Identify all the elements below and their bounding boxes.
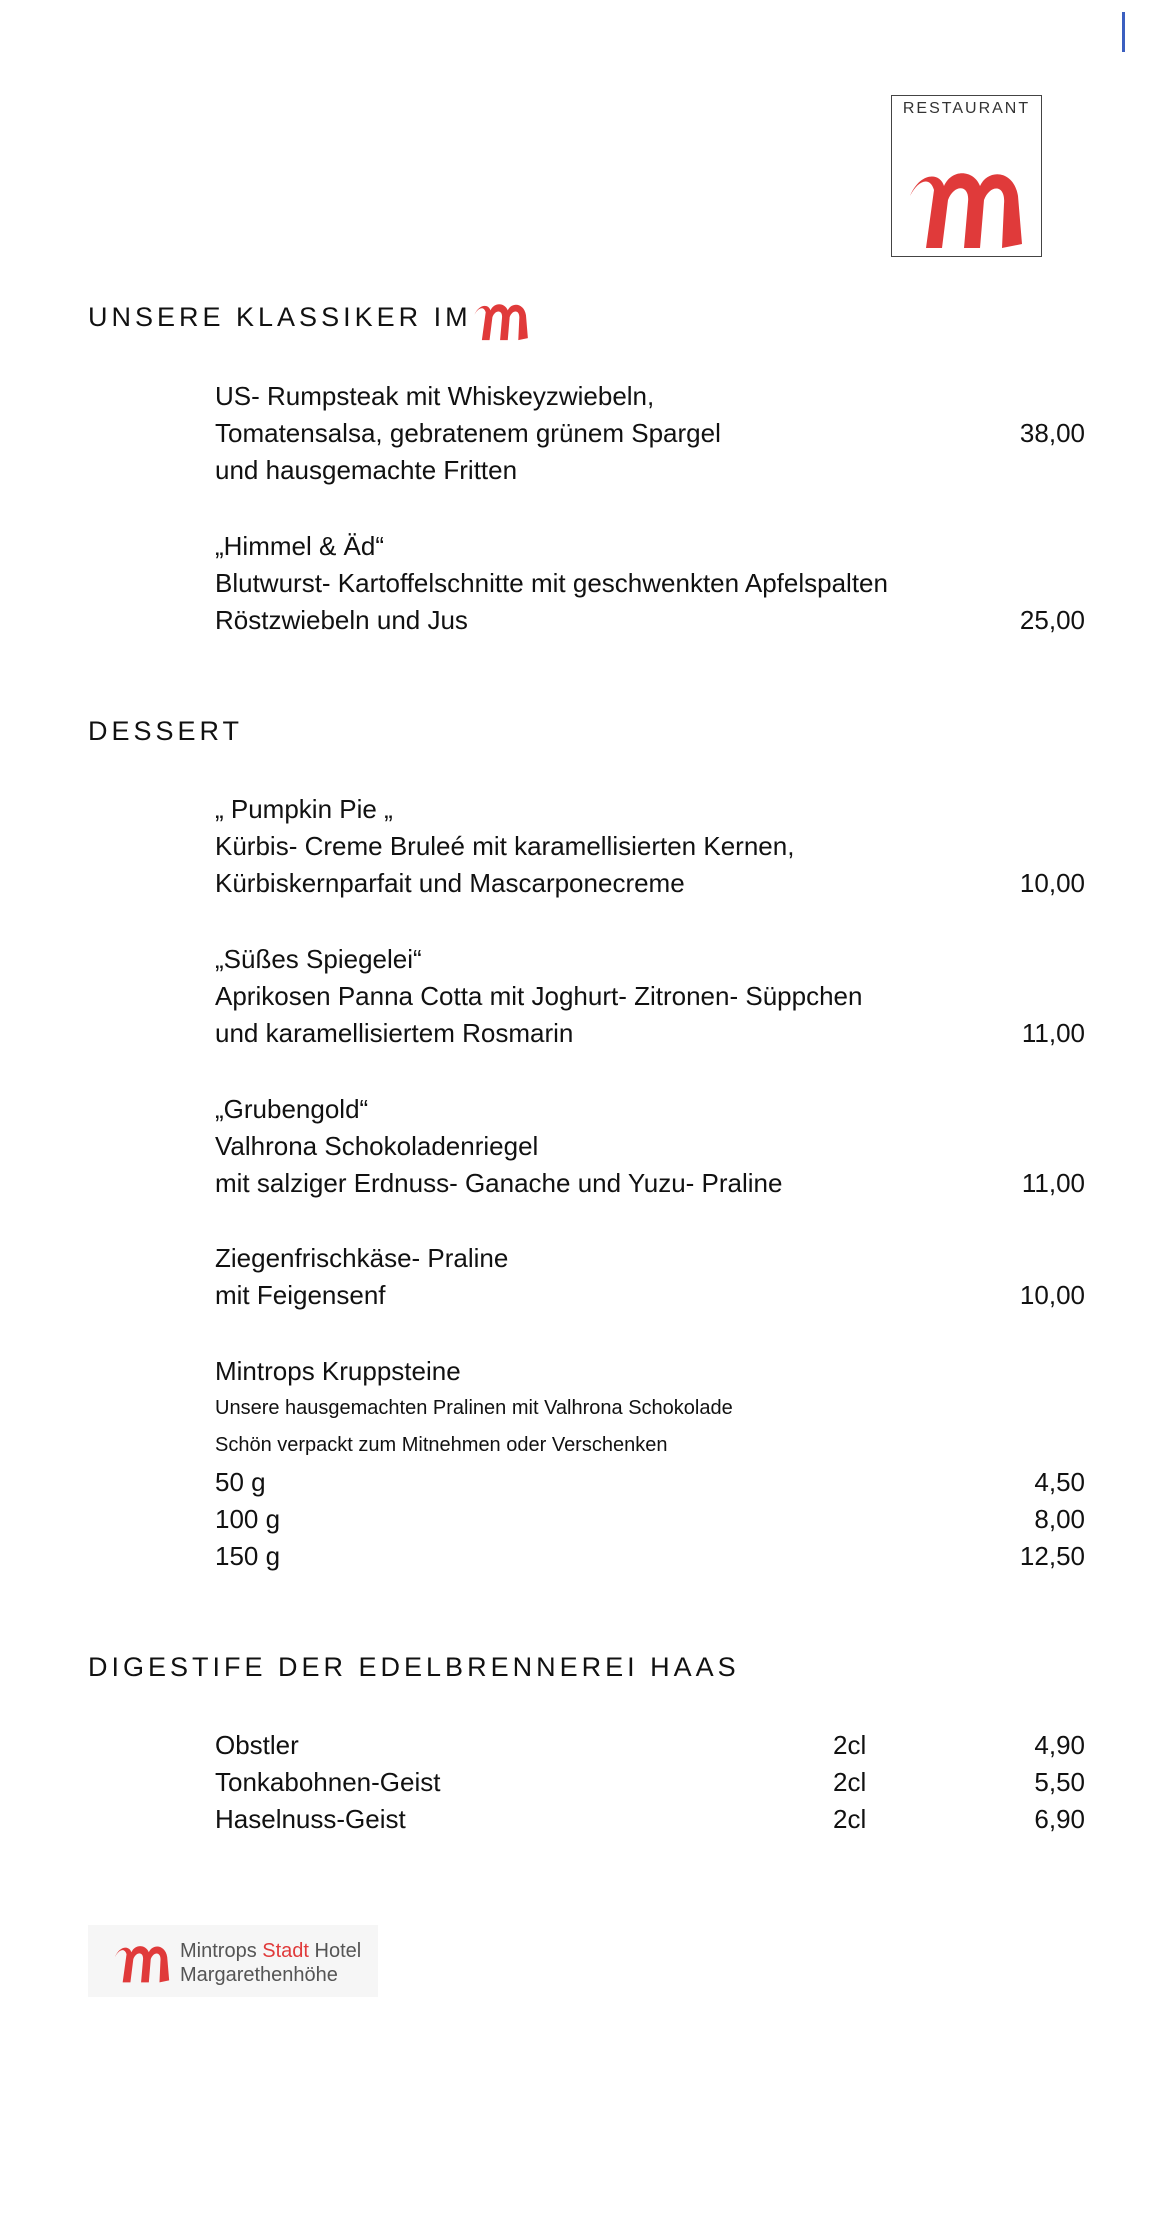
item-line: mit Feigensenf <box>215 1280 386 1310</box>
section-title-dessert: DESSERT <box>88 716 244 746</box>
hotel-logo-text <box>180 1939 361 1987</box>
item-line: Röstzwiebeln und Jus <box>215 605 468 635</box>
praline-price: 8,00 <box>1034 1504 1085 1534</box>
m-logo-icon <box>112 1937 174 1985</box>
digestif-qty: 2cl <box>833 1730 867 1760</box>
hotel-brand: Hotel <box>314 1940 362 1962</box>
item-line: „ Pumpkin Pie „ <box>215 794 393 824</box>
menu-item <box>215 528 1085 639</box>
item-price: 10,00 <box>1019 868 1085 898</box>
hotel-location: Margarethenhöhe <box>180 1964 338 1986</box>
praline-subtitle: Unsere hausgemachten Pralinen mit Valhrona Schokolade <box>215 1397 733 1419</box>
menu-item <box>215 1240 1085 1314</box>
item-line: „Grubengold“ <box>215 1094 369 1124</box>
digestif-qty: 2cl <box>833 1767 867 1797</box>
praline-size: 100 g <box>215 1504 281 1534</box>
praline-size-row <box>215 1538 1085 1575</box>
praline-item <box>215 1353 1085 1575</box>
item-line: „Süßes Spiegelei“ <box>215 944 422 974</box>
menu-item <box>215 941 1085 1052</box>
logo-label: RESTAURANT <box>902 100 1031 117</box>
item-line: und karamellisiertem Rosmarin <box>215 1018 574 1048</box>
item-line: Kürbis- Creme Bruleé mit karamellisierten Kernen, <box>215 831 795 861</box>
item-line: Blutwurst- Kartoffelschnitte mit geschwenkten Apfelspalten <box>215 568 888 598</box>
item-line: Tomatensalsa, gebratenem grünem Spargel <box>215 418 721 448</box>
praline-title: Mintrops Kruppsteine <box>215 1356 461 1386</box>
digestif-qty: 2cl <box>833 1804 867 1834</box>
hotel-brand-accent: Stadt <box>262 1940 309 1962</box>
section-title-classics: UNSERE KLASSIKER IM <box>88 302 472 332</box>
m-logo-icon <box>904 156 1032 252</box>
digestif-name: Haselnuss-Geist <box>215 1804 406 1834</box>
item-price: 11,00 <box>1021 1168 1085 1198</box>
digestif-price: 5,50 <box>1034 1767 1085 1797</box>
menu-item <box>215 378 1085 489</box>
item-line: „Himmel & Äd“ <box>215 531 385 561</box>
praline-size-row <box>215 1464 1085 1501</box>
item-price: 38,00 <box>1019 418 1085 448</box>
menu-item <box>215 791 1085 902</box>
item-line: US- Rumpsteak mit Whiskeyzwiebeln, <box>215 381 655 411</box>
praline-size: 50 g <box>215 1467 266 1497</box>
item-line: Ziegenfrischkäse- Praline <box>215 1243 509 1273</box>
item-line: Aprikosen Panna Cotta mit Joghurt- Zitronen- Süppchen <box>215 981 863 1011</box>
digestif-name: Obstler <box>215 1730 299 1760</box>
item-price: 25,00 <box>1019 605 1085 635</box>
item-line: Valhrona Schokoladenriegel <box>215 1131 539 1161</box>
digestif-row <box>215 1801 1085 1838</box>
hotel-logo <box>88 1925 378 1997</box>
digestif-price: 6,90 <box>1034 1804 1085 1834</box>
menu-item <box>215 1091 1085 1202</box>
praline-price: 4,50 <box>1034 1467 1085 1497</box>
item-line: mit salziger Erdnuss- Ganache und Yuzu- Praline <box>215 1168 783 1198</box>
digestif-row <box>215 1764 1085 1801</box>
item-line: und hausgemachte Fritten <box>215 455 518 485</box>
praline-size: 150 g <box>215 1541 281 1571</box>
praline-price: 12,50 <box>1019 1541 1085 1571</box>
digestif-price: 4,90 <box>1034 1730 1085 1760</box>
restaurant-logo <box>891 95 1042 257</box>
item-price: 10,00 <box>1019 1280 1085 1310</box>
edge-marker <box>1122 12 1125 52</box>
digestif-list <box>215 1727 1085 1838</box>
digestif-row <box>215 1727 1085 1764</box>
section-title-digestife: DIGESTIFE DER EDELBRENNEREI HAAS <box>88 1652 740 1682</box>
item-price: 11,00 <box>1021 1018 1085 1048</box>
m-logo-icon <box>470 296 534 342</box>
hotel-brand: Mintrops <box>180 1940 257 1962</box>
praline-size-row <box>215 1501 1085 1538</box>
item-line: Kürbiskernparfait und Mascarponecreme <box>215 868 685 898</box>
digestif-name: Tonkabohnen-Geist <box>215 1767 441 1797</box>
praline-subtitle: Schön verpackt zum Mitnehmen oder Verschenken <box>215 1434 668 1456</box>
